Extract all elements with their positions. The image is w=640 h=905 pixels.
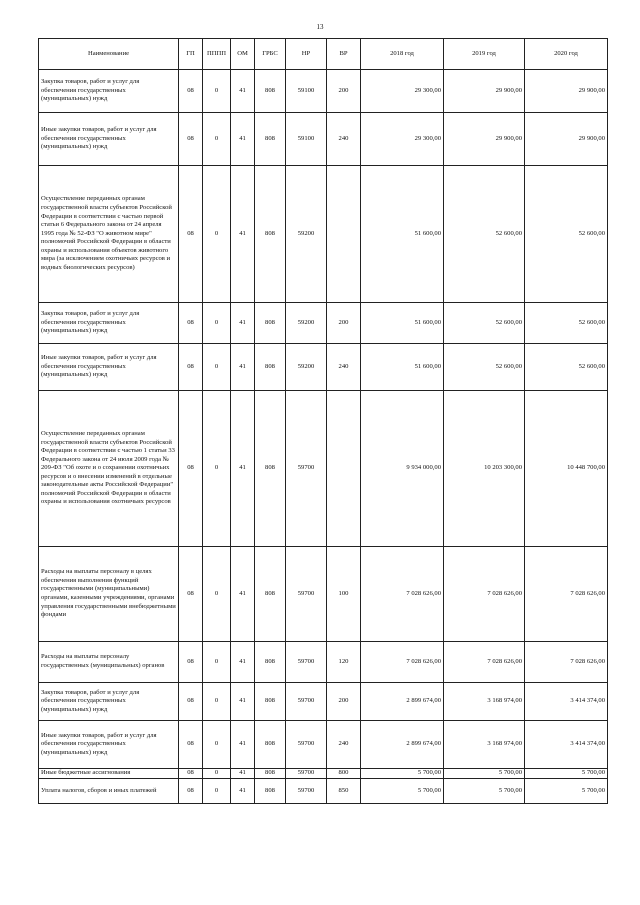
row-pppp: 0: [203, 769, 231, 779]
row-grbs: 808: [255, 547, 286, 642]
column-header-gp: ГП: [179, 39, 203, 70]
row-om: 41: [231, 779, 255, 804]
table-row: [39, 166, 608, 303]
row-name: Иные закупки товаров, работ и услуг для обеспечения государственных (муниципальных) нужд: [39, 721, 179, 769]
row-grbs: 808: [255, 769, 286, 779]
row-vr: 120: [327, 642, 361, 683]
column-header-2020: 2020 год: [525, 39, 608, 70]
row-grbs: 808: [255, 344, 286, 391]
row-2019: 7 028 626,00: [444, 642, 525, 683]
row-2018: 51 600,00: [361, 166, 444, 303]
row-pppp: 0: [203, 344, 231, 391]
row-grbs: 808: [255, 391, 286, 547]
row-gp: 08: [179, 547, 203, 642]
row-nr: 59200: [286, 344, 327, 391]
row-nr: 59200: [286, 166, 327, 303]
row-om: 41: [231, 303, 255, 344]
row-2020: 7 028 626,00: [525, 547, 608, 642]
row-pppp: 0: [203, 70, 231, 113]
row-grbs: 808: [255, 779, 286, 804]
table-row: [39, 642, 608, 683]
row-2018: 2 899 674,00: [361, 683, 444, 721]
row-2020: 3 414 374,00: [525, 721, 608, 769]
row-name: Закупка товаров, работ и услуг для обеспечения государственных (муниципальных) нужд: [39, 683, 179, 721]
row-2019: 5 700,00: [444, 769, 525, 779]
row-grbs: 808: [255, 166, 286, 303]
column-header-vr: ВР: [327, 39, 361, 70]
row-2019: 3 168 974,00: [444, 721, 525, 769]
row-2019: 10 203 300,00: [444, 391, 525, 547]
row-nr: 59700: [286, 779, 327, 804]
row-gp: 08: [179, 721, 203, 769]
row-2018: 7 028 626,00: [361, 547, 444, 642]
row-vr: 200: [327, 683, 361, 721]
row-2020: 52 600,00: [525, 344, 608, 391]
row-name: Осуществление переданных органам государственной власти субъектов Российской Федерации в соответствии с частью 1 статьи 33 Федерального закона от 24 июля 2009 года № 209-ФЗ "Об охоте и о сохранении охотничьих ресурсов и о внесении изменений в отдельные законодательные акты Российской Федерации" полномочий Российской Федерации в области охраны и использования охотничьих ресурсов: [39, 391, 179, 547]
row-name: Иные закупки товаров, работ и услуг для обеспечения государственных (муниципальных) нужд: [39, 113, 179, 166]
column-header-nr: НР: [286, 39, 327, 70]
row-grbs: 808: [255, 642, 286, 683]
row-vr: 100: [327, 547, 361, 642]
row-om: 41: [231, 547, 255, 642]
column-header-om: ОМ: [231, 39, 255, 70]
row-grbs: 808: [255, 721, 286, 769]
row-name: Осуществление переданных органам государственной власти субъектов Российской Федерации в соответствии с частью первой статьи 6 Федерального закона от 24 апреля 1995 года № 52-ФЗ "О животном мире" полномочий Российской Федерации в области охраны и использования объектов животного мира (за исключением охотничьих ресурсов и водных биологических ресурсов): [39, 166, 179, 303]
table-row: [39, 70, 608, 113]
table-row: [39, 303, 608, 344]
row-name: Закупка товаров, работ и услуг для обеспечения государственных (муниципальных) нужд: [39, 70, 179, 113]
row-gp: 08: [179, 769, 203, 779]
row-nr: 59700: [286, 721, 327, 769]
row-pppp: 0: [203, 113, 231, 166]
table-row: [39, 721, 608, 769]
row-2018: 7 028 626,00: [361, 642, 444, 683]
row-grbs: 808: [255, 70, 286, 113]
row-om: 41: [231, 113, 255, 166]
row-nr: 59200: [286, 303, 327, 344]
row-vr: 850: [327, 779, 361, 804]
row-2020: 5 700,00: [525, 769, 608, 779]
row-2019: 52 600,00: [444, 344, 525, 391]
row-gp: 08: [179, 344, 203, 391]
row-2018: 5 700,00: [361, 779, 444, 804]
row-2018: 51 600,00: [361, 303, 444, 344]
row-pppp: 0: [203, 166, 231, 303]
row-2019: 29 900,00: [444, 70, 525, 113]
row-2019: 5 700,00: [444, 779, 525, 804]
row-name: Расходы на выплаты персоналу государственных (муниципальных) органов: [39, 642, 179, 683]
row-gp: 08: [179, 70, 203, 113]
column-header-2019: 2019 год: [444, 39, 525, 70]
row-pppp: 0: [203, 303, 231, 344]
row-name: Иные закупки товаров, работ и услуг для обеспечения государственных (муниципальных) нужд: [39, 344, 179, 391]
row-2019: 3 168 974,00: [444, 683, 525, 721]
row-grbs: 808: [255, 683, 286, 721]
column-header-name: Наименование: [39, 39, 179, 70]
row-grbs: 808: [255, 303, 286, 344]
row-2020: 29 900,00: [525, 113, 608, 166]
table-row: [39, 547, 608, 642]
row-pppp: 0: [203, 721, 231, 769]
row-gp: 08: [179, 779, 203, 804]
row-om: 41: [231, 642, 255, 683]
row-gp: 08: [179, 683, 203, 721]
row-om: 41: [231, 721, 255, 769]
row-pppp: 0: [203, 547, 231, 642]
row-pppp: 0: [203, 642, 231, 683]
row-pppp: 0: [203, 391, 231, 547]
row-om: 41: [231, 391, 255, 547]
row-pppp: 0: [203, 779, 231, 804]
row-2020: 52 600,00: [525, 303, 608, 344]
row-vr: 240: [327, 721, 361, 769]
row-name: Иные бюджетные ассигнования: [39, 769, 179, 779]
row-vr: 200: [327, 70, 361, 113]
row-gp: 08: [179, 642, 203, 683]
row-name: Закупка товаров, работ и услуг для обеспечения государственных (муниципальных) нужд: [39, 303, 179, 344]
row-gp: 08: [179, 303, 203, 344]
row-pppp: 0: [203, 683, 231, 721]
table-row: [39, 769, 608, 779]
row-gp: 08: [179, 166, 203, 303]
row-gp: 08: [179, 391, 203, 547]
row-om: 41: [231, 166, 255, 303]
row-vr: 200: [327, 303, 361, 344]
row-2019: 52 600,00: [444, 166, 525, 303]
row-2020: 10 448 700,00: [525, 391, 608, 547]
column-header-grbs: ГРБС: [255, 39, 286, 70]
row-nr: 59700: [286, 642, 327, 683]
row-2020: 3 414 374,00: [525, 683, 608, 721]
table-header-row: [39, 39, 608, 70]
row-2018: 29 300,00: [361, 70, 444, 113]
row-2020: 5 700,00: [525, 779, 608, 804]
row-2020: 29 900,00: [525, 70, 608, 113]
row-2018: 51 600,00: [361, 344, 444, 391]
table-row: [39, 683, 608, 721]
row-om: 41: [231, 769, 255, 779]
row-name: Расходы на выплаты персоналу в целях обеспечения выполнения функций государственными (муниципальными) органами, казенными учреждениями, органами управления государственными внебюджетными фондами: [39, 547, 179, 642]
column-header-2018: 2018 год: [361, 39, 444, 70]
row-om: 41: [231, 70, 255, 113]
row-2019: 52 600,00: [444, 303, 525, 344]
row-vr: [327, 391, 361, 547]
column-header-pppp: ПППП: [203, 39, 231, 70]
row-2018: 9 934 000,00: [361, 391, 444, 547]
row-vr: 800: [327, 769, 361, 779]
row-nr: 59700: [286, 769, 327, 779]
page-number: 13: [316, 23, 324, 31]
row-nr: 59700: [286, 391, 327, 547]
row-2018: 29 300,00: [361, 113, 444, 166]
row-2020: 52 600,00: [525, 166, 608, 303]
table-row: [39, 391, 608, 547]
row-vr: 240: [327, 344, 361, 391]
row-nr: 59100: [286, 70, 327, 113]
row-om: 41: [231, 683, 255, 721]
row-nr: 59700: [286, 683, 327, 721]
table-row: [39, 344, 608, 391]
row-2018: 2 899 674,00: [361, 721, 444, 769]
row-om: 41: [231, 344, 255, 391]
row-nr: 59700: [286, 547, 327, 642]
row-name: Уплата налогов, сборов и иных платежей: [39, 779, 179, 804]
row-vr: 240: [327, 113, 361, 166]
row-2020: 7 028 626,00: [525, 642, 608, 683]
row-gp: 08: [179, 113, 203, 166]
row-2018: 5 700,00: [361, 769, 444, 779]
row-vr: [327, 166, 361, 303]
row-grbs: 808: [255, 113, 286, 166]
budget-table: [38, 38, 608, 804]
table-row: [39, 113, 608, 166]
table-row: [39, 779, 608, 804]
row-2019: 29 900,00: [444, 113, 525, 166]
row-2019: 7 028 626,00: [444, 547, 525, 642]
row-nr: 59100: [286, 113, 327, 166]
